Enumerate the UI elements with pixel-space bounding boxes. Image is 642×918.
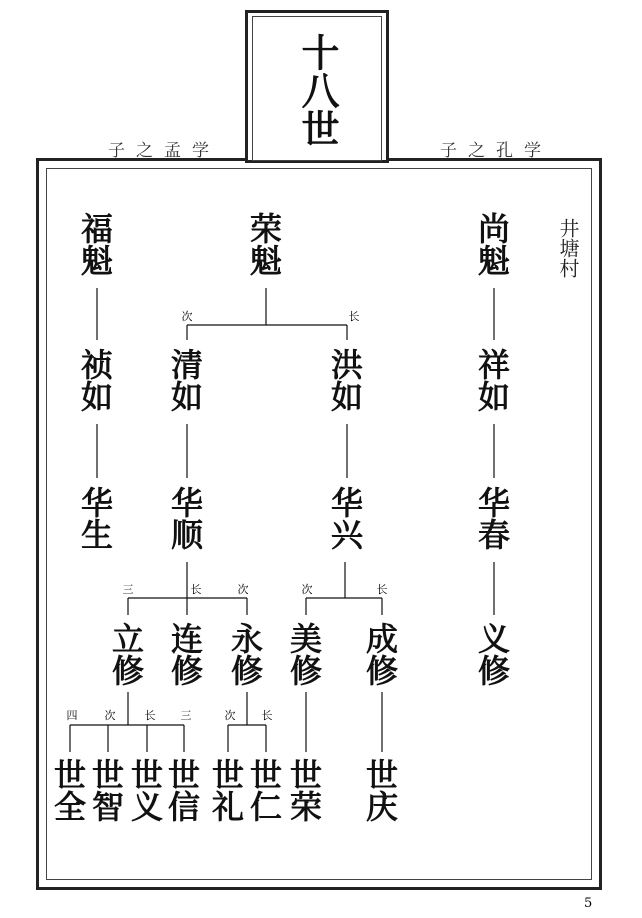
order-yong-zhang: 长 [261, 709, 273, 722]
right-label: 子之孔学 [440, 141, 552, 161]
node-huachun [474, 486, 514, 550]
node-rongkui [246, 212, 286, 276]
order-shun-zhang: 长 [190, 583, 202, 596]
village-label [553, 218, 580, 286]
node-lixiu-text: 立修 [107, 622, 145, 686]
order-li-ci: 次 [104, 709, 116, 722]
node-huaxing-text: 华兴 [326, 486, 364, 550]
node-huashun [167, 486, 207, 550]
node-hongru-text: 洪如 [326, 348, 364, 412]
node-shili-text: 世礼 [207, 758, 245, 822]
node-qingru [167, 348, 207, 412]
order-shun-ci: 次 [237, 583, 249, 596]
node-shiyi-text: 世义 [126, 758, 164, 822]
node-shiren [246, 758, 286, 822]
node-meixiu-text: 美修 [285, 622, 323, 686]
node-hongru [327, 348, 367, 412]
node-xiangru [474, 348, 514, 412]
order-li-san: 三 [180, 709, 192, 722]
node-shirong-text: 世荣 [285, 758, 323, 822]
node-fukui-text: 福魁 [76, 212, 114, 276]
node-shiqing-text: 世庆 [361, 758, 399, 822]
order-xing-zhang: 长 [376, 583, 388, 596]
order-li-si: 四 [66, 709, 78, 722]
node-yixiu-text: 义修 [473, 622, 511, 686]
order-xing-ci: 次 [301, 583, 313, 596]
node-shiren-text: 世仁 [245, 758, 283, 822]
node-yongxiu [227, 622, 267, 686]
node-shiquan [50, 758, 90, 822]
node-xiangru-text: 祥如 [473, 348, 511, 412]
village-text: 井塘村 [556, 218, 580, 278]
node-shiqing [362, 758, 402, 822]
order-li-zhang: 长 [144, 709, 156, 722]
node-shixin-text: 世信 [163, 758, 201, 822]
node-shizhi-text: 世智 [87, 758, 125, 822]
node-huasheng-text: 华生 [76, 486, 114, 550]
order-shun-san: 三 [122, 583, 134, 596]
node-lixiu [108, 622, 148, 686]
node-shizhi [88, 758, 128, 822]
node-huaxing [327, 486, 367, 550]
node-shiquan-text: 世全 [49, 758, 87, 822]
order-yong-ci: 次 [224, 709, 236, 722]
node-huasheng [77, 486, 117, 550]
left-label: 子之孟学 [108, 141, 220, 161]
node-rongkui-text: 荣魁 [245, 212, 283, 276]
node-shiyi [127, 758, 167, 822]
node-lianxiu-text: 连修 [166, 622, 204, 686]
order-rong-ci: 次 [181, 310, 193, 323]
node-shixin [164, 758, 204, 822]
node-zhenru-text: 祯如 [76, 348, 114, 412]
page-number: 5 [584, 896, 593, 911]
node-fukui [77, 212, 117, 276]
node-huachun-text: 华春 [473, 486, 511, 550]
node-qingru-text: 清如 [166, 348, 204, 412]
node-shangkui-text: 尚魁 [473, 212, 511, 276]
node-shirong [286, 758, 326, 822]
order-rong-zhang: 长 [348, 310, 360, 323]
node-shangkui [474, 212, 514, 276]
generation-title: 十八世 [295, 32, 340, 147]
node-yixiu [474, 622, 514, 686]
node-huashun-text: 华顺 [166, 486, 204, 550]
node-chengxiu-text: 成修 [361, 622, 399, 686]
node-yongxiu-text: 永修 [226, 622, 264, 686]
node-meixiu [286, 622, 326, 686]
node-lianxiu [167, 622, 207, 686]
node-shili [208, 758, 248, 822]
node-zhenru [77, 348, 117, 412]
node-chengxiu [362, 622, 402, 686]
